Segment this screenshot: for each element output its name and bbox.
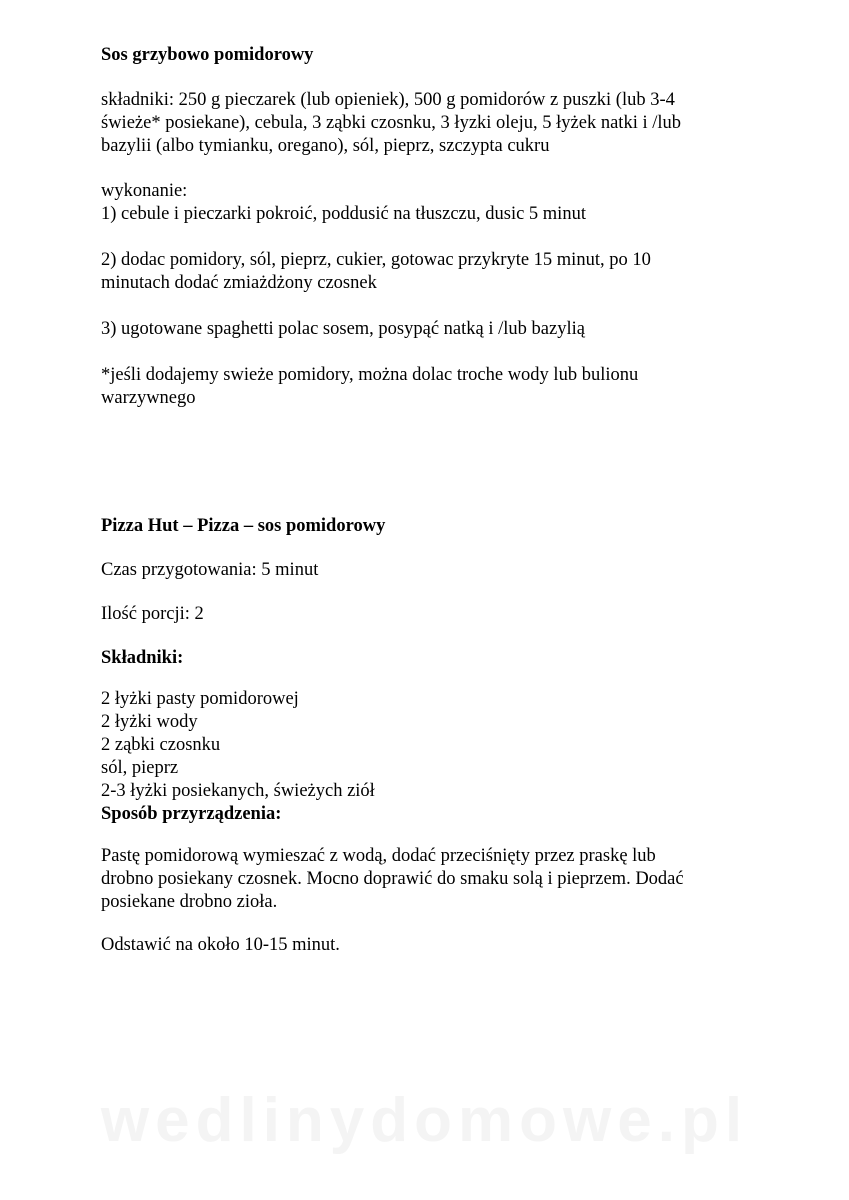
recipe2-ingredient-item: 2 łyżki wody: [101, 712, 198, 732]
recipe2-ingredient-item: 2 łyżki pasty pomidorowej: [101, 689, 299, 709]
recipe2-method-line: Pastę pomidorową wymieszać z wodą, dodać przeciśnięty przez praskę lub: [101, 846, 656, 866]
recipe1-ingredients-line: bazylii (albo tymianku, oregano), sól, pieprz, szczypta cukru: [101, 136, 550, 156]
recipe2-ingredient-item: 2 ząbki czosnku: [101, 735, 221, 755]
recipe2-ingredients-heading: Składniki:: [101, 648, 184, 668]
recipe2-final-note: Odstawić na około 10-15 minut.: [101, 935, 340, 955]
recipe1-step-2-line: 2) dodac pomidory, sól, pieprz, cukier, gotowac przykryte 15 minut, po 10: [101, 250, 651, 270]
recipe2-ingredient-item: 2-3 łyżki posiekanych, świeżych ziół: [101, 781, 375, 801]
watermark: wedlinydomowe.pl: [100, 1086, 749, 1155]
recipe1-step-1: 1) cebule i pieczarki pokroić, poddusić na tłuszczu, dusic 5 minut: [101, 204, 586, 224]
recipe1-step-3: 3) ugotowane spaghetti polac sosem, posypąć natką i /lub bazylią: [101, 319, 585, 339]
recipe2-method-heading: Sposób przyrządzenia:: [101, 804, 282, 824]
recipe2-method-line: drobno posiekany czosnek. Mocno doprawić do smaku solą i pieprzem. Dodać: [101, 869, 684, 889]
recipe1-step-2-line: minutach dodać zmiażdżony czosnek: [101, 273, 377, 293]
recipe2-method-line: posiekane drobno zioła.: [101, 892, 278, 912]
recipe1-method-heading: wykonanie:: [101, 181, 188, 201]
recipe1-ingredients-line: składniki: 250 g pieczarek (lub opieniek), 500 g pomidorów z puszki (lub 3-4: [101, 90, 675, 110]
recipe1-note-line: *jeśli dodajemy swieże pomidory, można dolac troche wody lub bulionu: [101, 365, 639, 385]
recipe2-ingredient-item: sól, pieprz: [101, 758, 179, 778]
recipe1-ingredients-line: świeże* posiekane), cebula, 3 ząbki czosnku, 3 łyzki oleju, 5 łyżek natki i /lub: [101, 113, 682, 133]
recipe1-title: Sos grzybowo pomidorowy: [101, 45, 314, 65]
recipe2-title: Pizza Hut – Pizza – sos pomidorowy: [101, 516, 386, 536]
recipe2-prep-time: Czas przygotowania: 5 minut: [101, 560, 319, 580]
recipe1-note-line: warzywnego: [101, 388, 196, 408]
recipe2-servings: Ilość porcji: 2: [101, 604, 204, 624]
